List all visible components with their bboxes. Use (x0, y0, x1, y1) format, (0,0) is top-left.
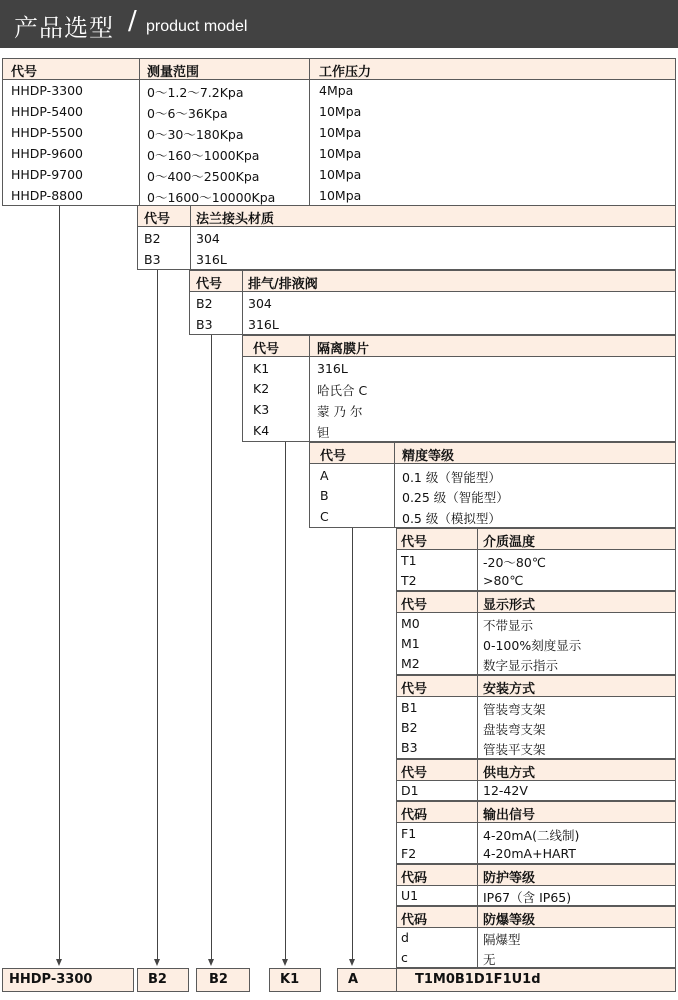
mount-code-2: B2 (401, 720, 418, 735)
header-slash: / (128, 6, 137, 36)
diaphragm-value-1: 316L (317, 361, 348, 376)
model-row-5-code: HHDP-9700 (11, 167, 84, 182)
model-row-2-pressure: 10Mpa (319, 104, 362, 119)
arrow-down-icon (154, 959, 160, 966)
vent-header-title: 排气/排液阀 (248, 277, 318, 292)
power-header-code: 代号 (401, 766, 428, 781)
display-value-1: 不带显示 (483, 618, 534, 633)
header-title-en: product model (146, 18, 248, 35)
result-model-text: HHDP-3300 (9, 972, 93, 987)
connector-line-accuracy (352, 528, 353, 960)
flange-value-2: 316L (196, 252, 227, 267)
result-model (2, 968, 134, 992)
display-code-3: M2 (401, 656, 420, 671)
power-header-title: 供电方式 (483, 766, 536, 781)
result-options-text: T1M0B1D1F1U1d (415, 972, 541, 987)
protection-value-1: IP67（含 IP65) (483, 890, 572, 905)
explosion-value-2: 无 (483, 952, 496, 967)
accuracy-code-3: C (320, 509, 329, 524)
output-code-2: F2 (401, 846, 417, 861)
result-vent (196, 968, 250, 992)
connector-line-flange (157, 270, 158, 960)
accuracy-value-3: 0.5 级（模拟型） (402, 511, 501, 526)
mount-table (396, 675, 676, 759)
temp-code-1: T1 (401, 553, 417, 568)
output-header-title: 输出信号 (483, 808, 536, 823)
result-accuracy (337, 968, 397, 992)
model-table (2, 58, 676, 206)
model-row-5-range: 0～400～2500Kpa (147, 169, 260, 184)
model-row-6-code: HHDP-8800 (11, 188, 84, 203)
display-header-title: 显示形式 (483, 598, 536, 613)
flange-header-title: 法兰接头材质 (196, 212, 275, 227)
accuracy-header-title: 精度等级 (402, 449, 455, 464)
model-header-code: 代号 (11, 65, 38, 80)
diaphragm-value-2: 哈氏合 C (317, 383, 368, 398)
output-value-2: 4-20mA+HART (483, 846, 576, 861)
mount-header-code: 代号 (401, 682, 428, 697)
display-code-1: M0 (401, 616, 420, 631)
model-row-6-pressure: 10Mpa (319, 188, 362, 203)
accuracy-header-code: 代号 (320, 449, 347, 464)
model-header-pressure: 工作压力 (319, 65, 372, 80)
protection-table (396, 864, 676, 906)
arrow-down-icon (56, 959, 62, 966)
model-row-1-code: HHDP-3300 (11, 83, 84, 98)
page-header (0, 0, 678, 48)
vent-value-1: 304 (248, 296, 272, 311)
protection-header-code: 代码 (401, 871, 428, 886)
model-row-6-range: 0～1600～10000Kpa (147, 190, 276, 205)
diaphragm-header-title: 隔离膜片 (317, 342, 370, 357)
model-row-5-pressure: 10Mpa (319, 167, 362, 182)
protection-code-1: U1 (401, 888, 419, 903)
temp-header-code: 代号 (401, 535, 428, 550)
model-row-4-code: HHDP-9600 (11, 146, 84, 161)
header-title-cn: 产品选型 (14, 14, 114, 42)
explosion-header-title: 防爆等级 (483, 913, 536, 928)
power-code-1: D1 (401, 783, 419, 798)
flange-header-code: 代号 (144, 212, 171, 227)
mount-code-3: B3 (401, 740, 418, 755)
display-table (396, 591, 676, 675)
model-row-2-range: 0～6～36Kpa (147, 106, 228, 121)
protection-header-title: 防护等级 (483, 871, 536, 886)
model-row-1-pressure: 4Mpa (319, 83, 354, 98)
display-header-code: 代号 (401, 598, 428, 613)
display-value-3: 数字显示指示 (483, 658, 559, 673)
model-row-3-range: 0～30～180Kpa (147, 127, 244, 142)
vent-code-2: B3 (196, 317, 213, 332)
flange-table (137, 205, 676, 270)
mount-code-1: B1 (401, 700, 418, 715)
explosion-value-1: 隔爆型 (483, 932, 521, 947)
result-vent-text: B2 (209, 972, 228, 987)
display-value-2: 0-100%刻度显示 (483, 638, 582, 653)
vent-code-1: B2 (196, 296, 213, 311)
vent-table (189, 270, 676, 335)
temp-code-2: T2 (401, 573, 417, 588)
power-table (396, 759, 676, 801)
connector-line-model (59, 206, 60, 960)
output-value-1: 4-20mA(二线制) (483, 828, 580, 843)
model-row-1-range: 0～1.2～7.2Kpa (147, 85, 244, 100)
result-diaphragm-text: K1 (280, 972, 300, 987)
diaphragm-code-3: K3 (253, 402, 270, 417)
explosion-code-2: c (401, 950, 408, 965)
diaphragm-value-3: 蒙 乃 尔 (317, 404, 363, 419)
model-row-3-code: HHDP-5500 (11, 125, 84, 140)
accuracy-code-2: B (320, 488, 329, 503)
flange-value-1: 304 (196, 231, 220, 246)
model-row-3-pressure: 10Mpa (319, 125, 362, 140)
temp-table (396, 528, 676, 591)
output-header-code: 代码 (401, 808, 428, 823)
model-header-range: 测量范围 (147, 65, 200, 80)
result-accuracy-text: A (348, 972, 359, 987)
explosion-table (396, 906, 676, 968)
mount-header-title: 安装方式 (483, 682, 536, 697)
diaphragm-value-4: 钽 (317, 425, 330, 440)
arrow-down-icon (208, 959, 214, 966)
accuracy-table (309, 442, 676, 528)
power-value-1: 12-42V (483, 783, 528, 798)
output-code-1: F1 (401, 826, 417, 841)
diaphragm-table (242, 335, 676, 442)
vent-value-2: 316L (248, 317, 279, 332)
explosion-code-1: d (401, 930, 409, 945)
accuracy-code-1: A (320, 468, 329, 483)
mount-value-3: 管装平支架 (483, 742, 546, 757)
result-flange-text: B2 (148, 972, 167, 987)
temp-header-title: 介质温度 (483, 535, 536, 550)
flange-code-1: B2 (144, 231, 161, 246)
temp-value-2: >80℃ (483, 573, 524, 588)
diaphragm-code-2: K2 (253, 381, 270, 396)
display-code-2: M1 (401, 636, 420, 651)
diaphragm-code-1: K1 (253, 361, 270, 376)
diaphragm-code-4: K4 (253, 423, 270, 438)
model-row-4-range: 0～160～1000Kpa (147, 148, 260, 163)
temp-value-1: -20～80℃ (483, 555, 546, 570)
diaphragm-header-code: 代号 (253, 342, 280, 357)
mount-value-2: 盘装弯支架 (483, 722, 546, 737)
result-diaphragm (269, 968, 321, 992)
result-options (396, 968, 676, 992)
connector-line-diaphragm (285, 442, 286, 960)
arrow-down-icon (282, 959, 288, 966)
flange-code-2: B3 (144, 252, 161, 267)
arrow-down-icon (349, 959, 355, 966)
output-table (396, 801, 676, 864)
result-flange (137, 968, 189, 992)
explosion-header-code: 代码 (401, 913, 428, 928)
vent-header-code: 代号 (196, 277, 223, 292)
model-row-4-pressure: 10Mpa (319, 146, 362, 161)
accuracy-value-1: 0.1 级（智能型） (402, 470, 501, 485)
model-row-2-code: HHDP-5400 (11, 104, 84, 119)
mount-value-1: 管装弯支架 (483, 702, 546, 717)
accuracy-value-2: 0.25 级（智能型） (402, 490, 509, 505)
connector-line-vent (211, 335, 212, 960)
